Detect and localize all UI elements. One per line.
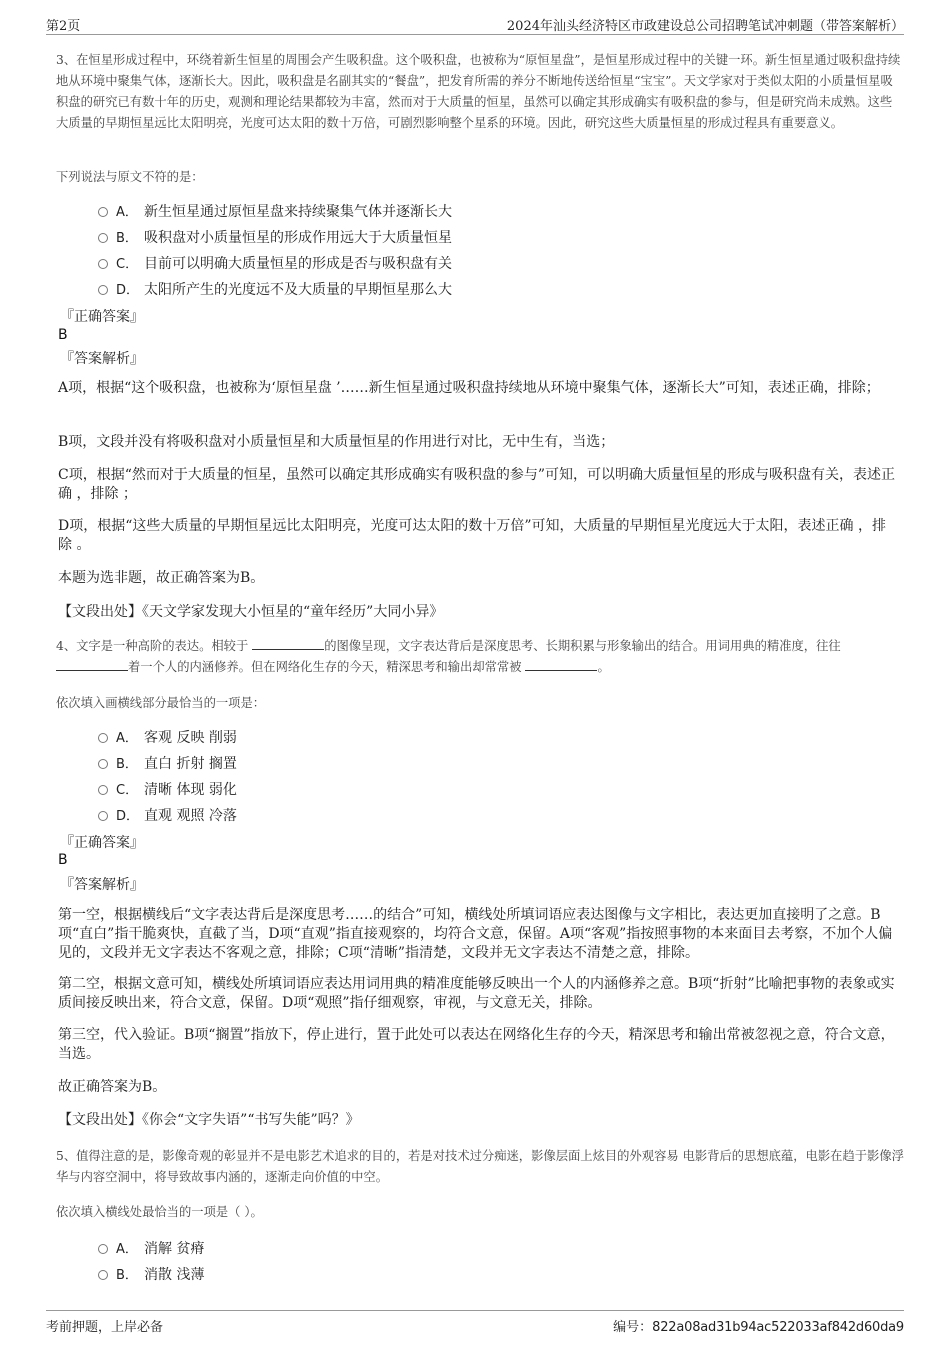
option-letter: A． (116, 731, 138, 746)
option-text: 客观 反映 削弱 (144, 730, 237, 746)
correct-answer-value: B (58, 327, 68, 343)
radio-icon[interactable] (98, 759, 108, 769)
analysis-paragraph: 故正确答案为B。 (58, 1079, 167, 1095)
radio-icon[interactable] (98, 233, 108, 243)
radio-icon[interactable] (98, 259, 108, 269)
analysis-paragraph: 第一空，根据横线后“文字表达背后是深度思考……的结合”可知，横线处所填词语应表达图像与文字相比，表达更加直接明了之意。B项“直白”指干脆爽快，直截了当，D项“直观”指直接观察的，均符合文意，保留。A项“客观”指按照事物的本来面目去考察，不加个人偏见的，文段并无文字表达不客观之意，排除；C项“清晰”指清楚，文段并无文字表达不清楚之意，排除。 (58, 907, 893, 961)
analysis-paragraph: C项，根据“然而对于大质量的恒星，虽然可以确定其形成确实有吸积盘的参与”可知，可以明确大质量恒星的形成与吸积盘有关，表述正确 ，排除 ； (58, 467, 896, 502)
option-letter: B． (116, 1268, 138, 1283)
document-title: 2024年汕头经济特区市政建设总公司招聘笔试冲刺题（带答案解析） (506, 19, 904, 34)
option-text: 目前可以明确大质量恒星的形成是否与吸积盘有关 (144, 256, 452, 272)
footer-slogan: 考前押题，上岸必备 (46, 1320, 164, 1335)
analysis-paragraph: D项，根据“这些大质量的早期恒星远比太阳明亮，光度可达太阳的数十万倍”可知，大质量的早期恒星光度远大于太阳，表述正确 ，排除 。 (58, 518, 886, 553)
correct-answer-value: B (58, 852, 68, 868)
question-4-option-b[interactable] (98, 753, 237, 773)
radio-icon[interactable] (98, 207, 108, 217)
fill-blank (56, 658, 128, 671)
question-3-prompt: 下列说法与原文不符的是： (56, 170, 204, 184)
option-letter: B． (116, 757, 138, 772)
page-header (46, 14, 904, 35)
document-code (613, 1316, 904, 1335)
stem-text: 的图像呈现，文字表达背后是深度思考、长期积累与形象输出的结合。用词用典的精准度，往往 (324, 639, 841, 653)
radio-icon[interactable] (98, 785, 108, 795)
question-3-stem: 3、在恒星形成过程中，环绕着新生恒星的周围会产生吸积盘。这个吸积盘，也被称为“原恒星盘”，是恒星形成过程中的关键一环。新生恒星通过吸积盘持续地从环境中聚集气体，逐渐长大。因此，吸积盘是名副其实的“餐盘”，把发育所需的养分不断地传送给恒星“宝宝”。天文学家对于类似太阳的小质量恒星吸积盘的研究已有数十年的历史，观测和理论结果都较为丰富，然而对于大质量的恒星，虽然可以确定其形成确实有吸积盘的参与，但是研究尚未成熟。这些大质量的早期恒星远比太阳明亮，光度可达太阳的数十万倍，可剧烈影响整个星系的环境。因此，研究这些大质量恒星的形成过程具有重要意义。 (56, 53, 901, 130)
option-letter: A． (116, 205, 138, 220)
option-letter: D． (116, 809, 140, 824)
question-4-stem (56, 636, 904, 678)
analysis-paragraph: 第二空，根据文意可知，横线处所填词语应表达用词用典的精准度能够反映出一个人的内涵修养之意。B项“折射”比喻把事物的表象或实质间接反映出来，符合文意，保留。D项“观照”指仔细观察，审视，与文意无关，排除。 (58, 976, 895, 1011)
option-text: 清晰 体现 弱化 (144, 782, 237, 798)
stem-text: 4、文字是一种高阶的表达。相较于 (56, 639, 249, 653)
radio-icon[interactable] (98, 811, 108, 821)
question-5-option-b[interactable] (98, 1264, 204, 1284)
radio-icon[interactable] (98, 285, 108, 295)
analysis-paragraph: A项，根据“这个吸积盘，也被称为‘原恒星盘 ’……新生恒星通过吸积盘持续地从环境中聚集气体，逐渐长大”可知，表述正确，排除； (58, 380, 880, 396)
analysis-paragraph: B项，文段并没有将吸积盘对小质量恒星和大质量恒星的作用进行对比，无中生有，当选； (58, 434, 615, 450)
correct-answer-label: 『正确答案』 (60, 835, 144, 851)
option-text: 消解 贫瘠 (144, 1241, 205, 1257)
question-3-option-a[interactable] (98, 201, 452, 221)
option-text: 太阳所产生的光度远不及大质量的早期恒星那么大 (144, 282, 452, 298)
question-3-option-b[interactable] (98, 227, 452, 247)
radio-icon[interactable] (98, 1270, 108, 1280)
option-text: 直观 观照 冷落 (144, 808, 237, 824)
question-5-stem: 5、值得注意的是，影像奇观的彰显并不是电影艺术追求的目的，若是对技术过分痴迷，影像层面上炫目的外观容易 电影背后的思想底蕴，电影在趋于影像浮华与内容空洞中，将导致故事内涵的，逐渐走向价值的中空。 (56, 1149, 904, 1184)
analysis-label: 『答案解析』 (60, 351, 144, 367)
fill-blank (252, 637, 324, 650)
option-letter: D． (116, 283, 140, 298)
page-number: 第2页 (46, 19, 81, 34)
fill-blank (525, 658, 597, 671)
code-value: 822a08ad31b94ac522033af842d60da9 (652, 1320, 904, 1335)
option-text: 吸积盘对小质量恒星的形成作用远大于大质量恒星 (144, 230, 452, 246)
code-label: 编号： (613, 1320, 653, 1335)
question-5-option-a[interactable] (98, 1238, 204, 1258)
correct-answer-label: 『正确答案』 (60, 309, 144, 325)
stem-text: 着一个人的内涵修养。但在网络化生存的今天，精深思考和输出却常常被 (128, 660, 522, 674)
question-4-option-c[interactable] (98, 779, 237, 799)
option-text: 新生恒星通过原恒星盘来持续聚集气体并逐渐长大 (144, 204, 452, 220)
radio-icon[interactable] (98, 1244, 108, 1254)
option-letter: C． (116, 783, 139, 798)
question-4-prompt: 依次填入画横线部分最恰当的一项是： (56, 696, 266, 710)
option-letter: C． (116, 257, 139, 272)
source-citation: 【文段出处】《天文学家发现大小恒星的“童年经历”大同小异》 (58, 604, 444, 620)
stem-text: 。 (597, 660, 610, 674)
option-letter: A． (116, 1242, 138, 1257)
radio-icon[interactable] (98, 733, 108, 743)
option-text: 直白 折射 搁置 (144, 756, 237, 772)
analysis-paragraph: 第三空，代入验证。B项“搁置”指放下，停止进行，置于此处可以表达在网络化生存的今天，精深思考和输出常被忽视之意，符合文意，当选。 (58, 1027, 895, 1062)
option-letter: B． (116, 231, 138, 246)
question-3-option-c[interactable] (98, 253, 452, 273)
question-4-option-a[interactable] (98, 727, 237, 747)
question-4-option-d[interactable] (98, 805, 237, 825)
option-text: 消散 浅薄 (144, 1267, 205, 1283)
question-5-prompt: 依次填入横线处最恰当的一项是（ ）。 (56, 1205, 263, 1219)
source-citation: 【文段出处】《你会“文字失语”“书写失能”吗？》 (58, 1112, 360, 1128)
question-3-option-d[interactable] (98, 279, 452, 299)
analysis-paragraph: 本题为选非题，故正确答案为B。 (58, 570, 265, 586)
analysis-label: 『答案解析』 (60, 877, 144, 893)
page-footer (46, 1310, 904, 1335)
